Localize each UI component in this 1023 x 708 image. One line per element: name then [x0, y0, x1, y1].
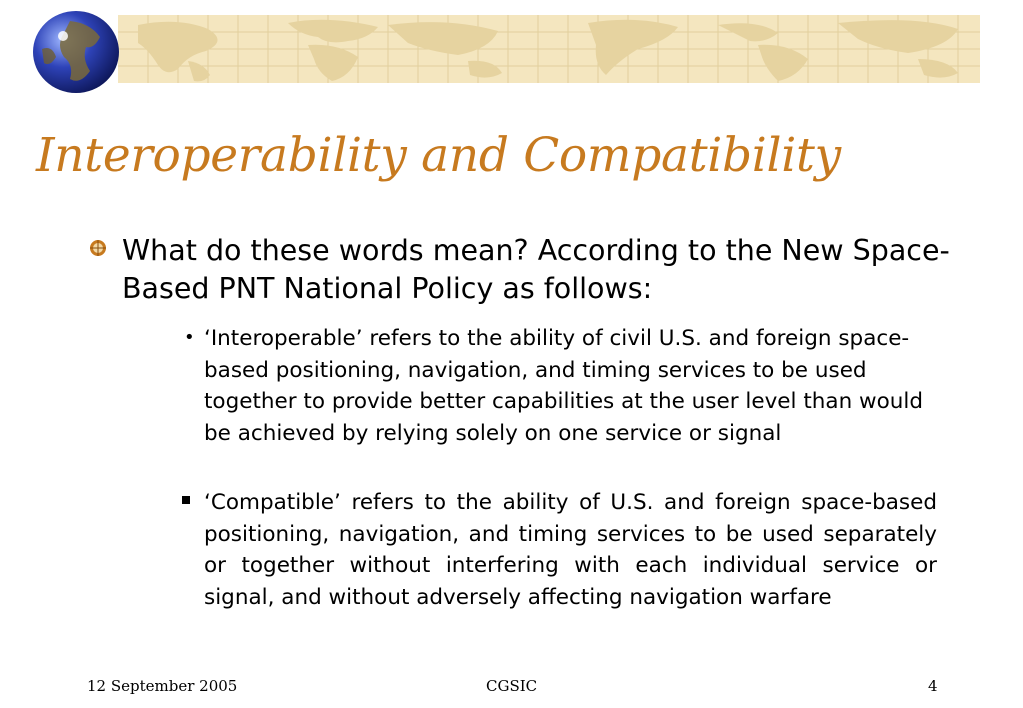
- footer-date: 12 September 2005: [87, 677, 238, 695]
- compatible-definition: ‘Compatible’ refers to the ability of U.S. and foreign space-based positioning, navigation, and timing services to be used separately or together without interfering with each individual service or signal, and without adversely affecting navigation warfare: [204, 490, 937, 610]
- main-bullet-text: What do these words mean? According to the New Space-Based PNT National Policy as follows:: [122, 234, 950, 305]
- footer-organization: CGSIC: [486, 677, 538, 695]
- header-world-map-banner: [118, 15, 980, 83]
- footer-page-number: 4: [928, 677, 938, 695]
- slide-title: Interoperability and Compatibility: [36, 128, 841, 183]
- world-map-graphic: [118, 15, 980, 83]
- globe-logo: [30, 9, 122, 95]
- orange-disc-bullet-icon: [88, 238, 108, 258]
- interoperable-definition: ‘Interoperable’ refers to the ability of civil U.S. and foreign space-based positioning, navigation, and timing services to be used together to provide better capabilities at the user level than would be achieved by relying solely on one service or signal: [204, 326, 924, 446]
- square-bullet-icon: [182, 496, 190, 504]
- dot-bullet-icon: •: [184, 327, 195, 348]
